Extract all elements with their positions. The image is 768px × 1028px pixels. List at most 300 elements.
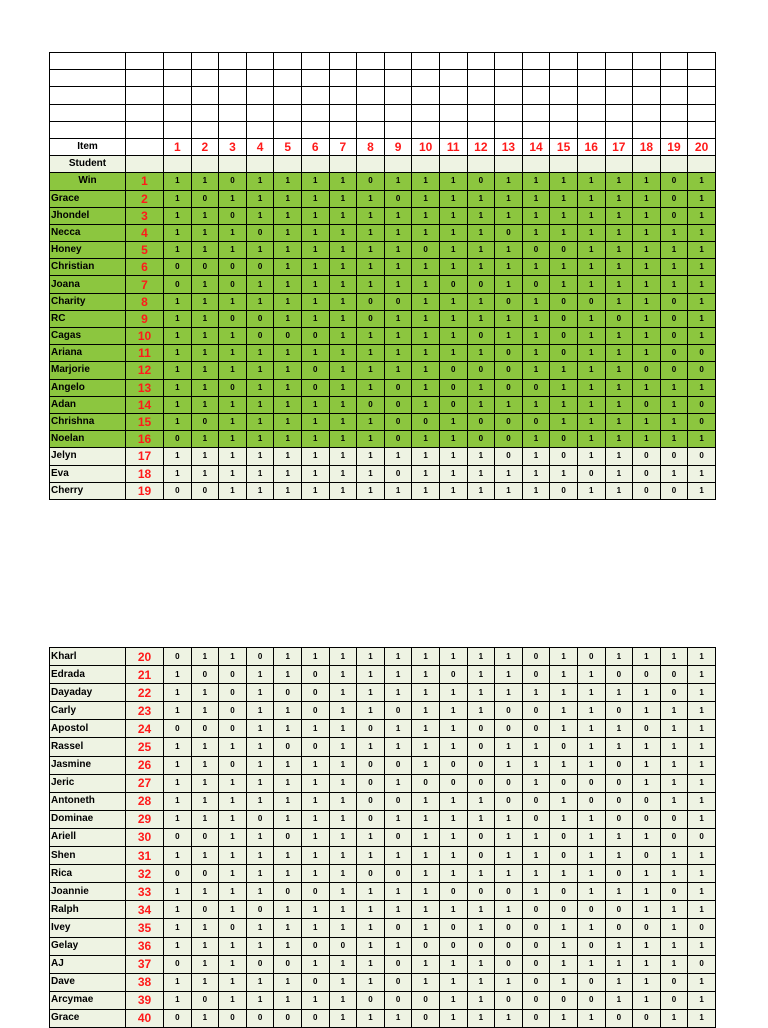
score-cell: 0 [191, 865, 219, 883]
score-cell: 1 [191, 328, 219, 345]
student-number: 1 [126, 173, 164, 190]
score-cell: 0 [633, 362, 661, 379]
score-cell: 1 [246, 482, 274, 499]
score-cell: 0 [550, 847, 578, 865]
score-cell: 0 [522, 901, 550, 919]
score-cell: 1 [329, 901, 357, 919]
score-cell: 0 [384, 379, 412, 396]
score-cell: 0 [301, 702, 329, 720]
empty-cell [329, 121, 357, 138]
score-cell: 1 [274, 865, 302, 883]
score-cell: 1 [660, 955, 688, 973]
score-cell: 0 [522, 955, 550, 973]
empty-cell [467, 87, 495, 104]
score-cell: 0 [633, 919, 661, 937]
score-cell: 1 [274, 379, 302, 396]
score-cell: 0 [246, 648, 274, 666]
score-cell: 0 [219, 173, 247, 190]
score-cell: 1 [633, 901, 661, 919]
score-cell: 0 [274, 738, 302, 756]
score-cell: 0 [522, 1009, 550, 1027]
score-cell: 0 [660, 310, 688, 327]
score-cell: 0 [219, 684, 247, 702]
score-cell: 1 [164, 702, 192, 720]
score-cell: 1 [633, 173, 661, 190]
empty-cell [164, 156, 192, 173]
score-cell: 0 [660, 666, 688, 684]
score-cell: 1 [550, 276, 578, 293]
score-cell: 1 [164, 666, 192, 684]
score-cell: 1 [550, 865, 578, 883]
score-cell: 1 [191, 345, 219, 362]
score-cell: 1 [412, 465, 440, 482]
score-cell: 1 [246, 207, 274, 224]
student-name: Charity [50, 293, 126, 310]
score-cell: 0 [467, 937, 495, 955]
empty-cell [550, 70, 578, 87]
score-cell: 0 [633, 810, 661, 828]
empty-cell [688, 121, 716, 138]
item-number: 1 [164, 138, 192, 155]
score-cell: 1 [357, 276, 385, 293]
score-cell: 0 [660, 207, 688, 224]
student-name: Jelyn [50, 448, 126, 465]
score-cell: 1 [357, 901, 385, 919]
score-cell: 0 [660, 828, 688, 846]
score-cell: 1 [301, 828, 329, 846]
score-cell: 1 [412, 738, 440, 756]
score-cell: 1 [329, 828, 357, 846]
item-label: Item [50, 138, 126, 155]
score-cell: 0 [357, 756, 385, 774]
score-cell: 0 [164, 482, 192, 499]
score-cell: 0 [633, 792, 661, 810]
score-cell: 1 [577, 413, 605, 430]
score-cell: 1 [522, 293, 550, 310]
score-cell: 1 [164, 396, 192, 413]
empty-cell [467, 104, 495, 121]
score-cell: 1 [633, 828, 661, 846]
score-cell: 0 [522, 648, 550, 666]
score-cell: 1 [439, 328, 467, 345]
score-cell: 1 [522, 448, 550, 465]
student-row [50, 310, 716, 327]
score-cell: 0 [219, 702, 247, 720]
empty-cell [412, 53, 440, 70]
score-cell: 1 [633, 379, 661, 396]
score-cell: 1 [274, 173, 302, 190]
score-cell: 1 [495, 310, 523, 327]
score-cell: 1 [605, 276, 633, 293]
score-cell: 1 [467, 1009, 495, 1027]
score-cell: 1 [605, 207, 633, 224]
empty-cell [467, 156, 495, 173]
score-cell: 1 [301, 224, 329, 241]
score-cell: 1 [191, 276, 219, 293]
score-cell: 0 [522, 792, 550, 810]
score-cell: 1 [246, 756, 274, 774]
score-cell: 1 [301, 259, 329, 276]
score-cell: 1 [357, 482, 385, 499]
empty-cell [412, 87, 440, 104]
score-cell: 0 [219, 756, 247, 774]
score-cell: 1 [660, 792, 688, 810]
empty-cell [50, 104, 126, 121]
score-table-bottom [49, 647, 716, 1028]
score-cell: 1 [384, 259, 412, 276]
score-cell: 0 [274, 684, 302, 702]
score-cell: 1 [495, 242, 523, 259]
empty-cell [301, 87, 329, 104]
empty-cell [633, 104, 661, 121]
score-cell: 1 [357, 828, 385, 846]
score-cell: 1 [191, 810, 219, 828]
score-cell: 1 [301, 756, 329, 774]
score-cell: 0 [384, 293, 412, 310]
blank-row [50, 53, 716, 70]
empty-cell [522, 121, 550, 138]
student-name: Edrada [50, 666, 126, 684]
score-cell: 0 [605, 919, 633, 937]
empty-cell [384, 70, 412, 87]
item-number: 10 [412, 138, 440, 155]
score-cell: 0 [550, 991, 578, 1009]
empty-cell [274, 156, 302, 173]
score-cell: 1 [191, 955, 219, 973]
score-cell: 1 [577, 955, 605, 973]
score-cell: 1 [577, 847, 605, 865]
score-cell: 1 [384, 901, 412, 919]
score-cell: 1 [384, 738, 412, 756]
score-cell: 1 [633, 937, 661, 955]
score-cell: 1 [412, 648, 440, 666]
empty-cell [633, 156, 661, 173]
score-cell: 1 [439, 465, 467, 482]
score-cell: 0 [605, 810, 633, 828]
score-cell: 1 [191, 1009, 219, 1027]
student-number: 29 [126, 810, 164, 828]
score-cell: 1 [550, 190, 578, 207]
score-cell: 1 [495, 259, 523, 276]
score-cell: 1 [660, 224, 688, 241]
score-cell: 1 [246, 883, 274, 901]
empty-cell [605, 121, 633, 138]
score-cell: 1 [246, 774, 274, 792]
score-cell: 1 [660, 379, 688, 396]
student-row [50, 756, 716, 774]
score-cell: 1 [301, 720, 329, 738]
empty-cell [191, 104, 219, 121]
score-cell: 1 [329, 224, 357, 241]
score-cell: 1 [164, 345, 192, 362]
score-cell: 0 [164, 1009, 192, 1027]
score-cell: 0 [467, 276, 495, 293]
score-cell: 1 [577, 396, 605, 413]
score-cell: 1 [219, 865, 247, 883]
student-name: Dave [50, 973, 126, 991]
empty-cell [274, 104, 302, 121]
score-cell: 0 [550, 448, 578, 465]
student-number: 30 [126, 828, 164, 846]
score-cell: 1 [164, 465, 192, 482]
student-row [50, 259, 716, 276]
score-cell: 1 [329, 955, 357, 973]
student-number: 13 [126, 379, 164, 396]
empty-cell [688, 70, 716, 87]
score-cell: 1 [688, 242, 716, 259]
student-number: 4 [126, 224, 164, 241]
score-cell: 1 [577, 224, 605, 241]
student-row [50, 973, 716, 991]
score-cell: 1 [219, 810, 247, 828]
score-cell: 1 [550, 207, 578, 224]
student-name: Antoneth [50, 792, 126, 810]
score-cell: 0 [384, 865, 412, 883]
score-cell: 1 [439, 293, 467, 310]
student-name: Marjorie [50, 362, 126, 379]
score-cell: 0 [357, 774, 385, 792]
score-cell: 0 [660, 883, 688, 901]
score-cell: 1 [522, 847, 550, 865]
score-cell: 1 [357, 190, 385, 207]
score-cell: 1 [412, 919, 440, 937]
student-number: 39 [126, 991, 164, 1009]
score-cell: 0 [633, 465, 661, 482]
score-cell: 1 [412, 190, 440, 207]
student-row [50, 666, 716, 684]
score-cell: 0 [577, 465, 605, 482]
score-cell: 0 [495, 774, 523, 792]
score-cell: 1 [633, 865, 661, 883]
score-cell: 1 [577, 1009, 605, 1027]
score-cell: 1 [246, 738, 274, 756]
score-cell: 1 [605, 720, 633, 738]
score-cell: 1 [274, 937, 302, 955]
score-cell: 1 [688, 224, 716, 241]
score-cell: 1 [467, 190, 495, 207]
score-cell: 1 [660, 720, 688, 738]
student-number: 27 [126, 774, 164, 792]
score-cell: 1 [384, 883, 412, 901]
score-cell: 0 [467, 847, 495, 865]
item-number: 6 [301, 138, 329, 155]
score-cell: 0 [577, 293, 605, 310]
score-cell: 1 [467, 293, 495, 310]
score-cell: 0 [467, 362, 495, 379]
score-cell: 1 [495, 684, 523, 702]
score-cell: 1 [412, 973, 440, 991]
item-number: 3 [219, 138, 247, 155]
score-cell: 1 [688, 173, 716, 190]
score-cell: 1 [246, 465, 274, 482]
score-cell: 1 [357, 207, 385, 224]
score-cell: 1 [550, 1009, 578, 1027]
score-cell: 1 [605, 448, 633, 465]
score-cell: 0 [191, 828, 219, 846]
score-cell: 1 [439, 901, 467, 919]
empty-cell [357, 121, 385, 138]
score-cell: 1 [412, 276, 440, 293]
score-cell: 0 [577, 991, 605, 1009]
student-row [50, 362, 716, 379]
score-cell: 1 [688, 847, 716, 865]
score-cell: 1 [329, 774, 357, 792]
score-cell: 1 [495, 173, 523, 190]
score-cell: 1 [164, 293, 192, 310]
score-cell: 0 [495, 345, 523, 362]
score-cell: 0 [412, 774, 440, 792]
score-cell: 0 [633, 482, 661, 499]
empty-cell [50, 70, 126, 87]
score-cell: 1 [164, 901, 192, 919]
score-cell: 0 [522, 379, 550, 396]
score-cell: 1 [439, 720, 467, 738]
score-cell: 1 [439, 482, 467, 499]
score-cell: 0 [495, 991, 523, 1009]
score-cell: 1 [522, 173, 550, 190]
student-row [50, 242, 716, 259]
empty-cell [357, 87, 385, 104]
empty-cell [384, 53, 412, 70]
score-cell: 1 [329, 379, 357, 396]
score-cell: 1 [164, 756, 192, 774]
empty-cell [605, 87, 633, 104]
score-cell: 1 [577, 738, 605, 756]
score-cell: 1 [191, 173, 219, 190]
score-cell: 1 [577, 362, 605, 379]
empty-cell [467, 70, 495, 87]
score-cell: 1 [384, 937, 412, 955]
empty-cell [550, 87, 578, 104]
score-cell: 0 [660, 362, 688, 379]
score-cell: 1 [164, 883, 192, 901]
score-cell: 1 [246, 919, 274, 937]
score-cell: 1 [274, 756, 302, 774]
score-cell: 0 [164, 431, 192, 448]
score-cell: 0 [550, 310, 578, 327]
score-cell: 0 [577, 648, 605, 666]
student-name: Kharl [50, 648, 126, 666]
student-number: 26 [126, 756, 164, 774]
score-cell: 1 [357, 465, 385, 482]
score-cell: 1 [412, 207, 440, 224]
empty-cell [495, 104, 523, 121]
empty-cell [633, 121, 661, 138]
score-cell: 1 [660, 465, 688, 482]
score-cell: 0 [301, 379, 329, 396]
score-cell: 1 [219, 465, 247, 482]
score-cell: 1 [439, 684, 467, 702]
student-number: 15 [126, 413, 164, 430]
score-cell: 1 [412, 865, 440, 883]
score-cell: 1 [577, 883, 605, 901]
score-cell: 0 [384, 919, 412, 937]
score-cell: 1 [688, 720, 716, 738]
score-cell: 1 [164, 991, 192, 1009]
blank-row [50, 121, 716, 138]
score-cell: 0 [688, 828, 716, 846]
score-cell: 1 [274, 448, 302, 465]
item-header-row [50, 138, 716, 155]
score-cell: 1 [660, 276, 688, 293]
score-cell: 1 [605, 465, 633, 482]
score-cell: 1 [605, 396, 633, 413]
score-cell: 1 [191, 648, 219, 666]
score-cell: 0 [660, 293, 688, 310]
score-cell: 0 [164, 276, 192, 293]
score-cell: 1 [577, 276, 605, 293]
score-cell: 1 [274, 901, 302, 919]
student-name: Noelan [50, 431, 126, 448]
score-cell: 0 [384, 756, 412, 774]
score-cell: 1 [633, 991, 661, 1009]
score-cell: 0 [660, 173, 688, 190]
empty-cell [50, 121, 126, 138]
student-name: RC [50, 310, 126, 327]
score-cell: 1 [384, 242, 412, 259]
score-cell: 1 [246, 448, 274, 465]
score-cell: 0 [384, 190, 412, 207]
score-cell: 1 [246, 828, 274, 846]
score-cell: 1 [301, 792, 329, 810]
score-cell: 1 [688, 991, 716, 1009]
score-cell: 1 [633, 276, 661, 293]
score-cell: 1 [688, 310, 716, 327]
score-cell: 1 [550, 756, 578, 774]
score-cell: 1 [246, 293, 274, 310]
empty-cell [660, 70, 688, 87]
score-cell: 0 [412, 242, 440, 259]
student-name: Angelo [50, 379, 126, 396]
score-cell: 0 [495, 448, 523, 465]
score-cell: 0 [164, 865, 192, 883]
student-number: 33 [126, 883, 164, 901]
score-cell: 0 [246, 259, 274, 276]
empty-cell [439, 104, 467, 121]
empty-cell [301, 104, 329, 121]
empty-cell [301, 121, 329, 138]
student-number: 22 [126, 684, 164, 702]
score-cell: 1 [467, 482, 495, 499]
score-cell: 1 [246, 991, 274, 1009]
score-cell: 1 [605, 345, 633, 362]
score-cell: 0 [191, 190, 219, 207]
score-cell: 1 [164, 738, 192, 756]
score-cell: 1 [412, 847, 440, 865]
score-cell: 1 [329, 293, 357, 310]
student-row [50, 345, 716, 362]
score-cell: 0 [219, 720, 247, 738]
score-cell: 1 [439, 431, 467, 448]
score-cell: 1 [688, 810, 716, 828]
empty-cell [495, 156, 523, 173]
score-cell: 1 [495, 666, 523, 684]
score-cell: 1 [329, 883, 357, 901]
empty-cell [522, 87, 550, 104]
score-cell: 0 [191, 413, 219, 430]
score-cell: 1 [301, 190, 329, 207]
score-cell: 1 [357, 242, 385, 259]
score-cell: 1 [605, 937, 633, 955]
score-cell: 1 [357, 345, 385, 362]
score-cell: 0 [219, 1009, 247, 1027]
score-cell: 1 [301, 448, 329, 465]
student-number: 12 [126, 362, 164, 379]
item-number: 19 [660, 138, 688, 155]
score-cell: 1 [550, 648, 578, 666]
score-cell: 0 [439, 919, 467, 937]
score-cell: 0 [577, 901, 605, 919]
